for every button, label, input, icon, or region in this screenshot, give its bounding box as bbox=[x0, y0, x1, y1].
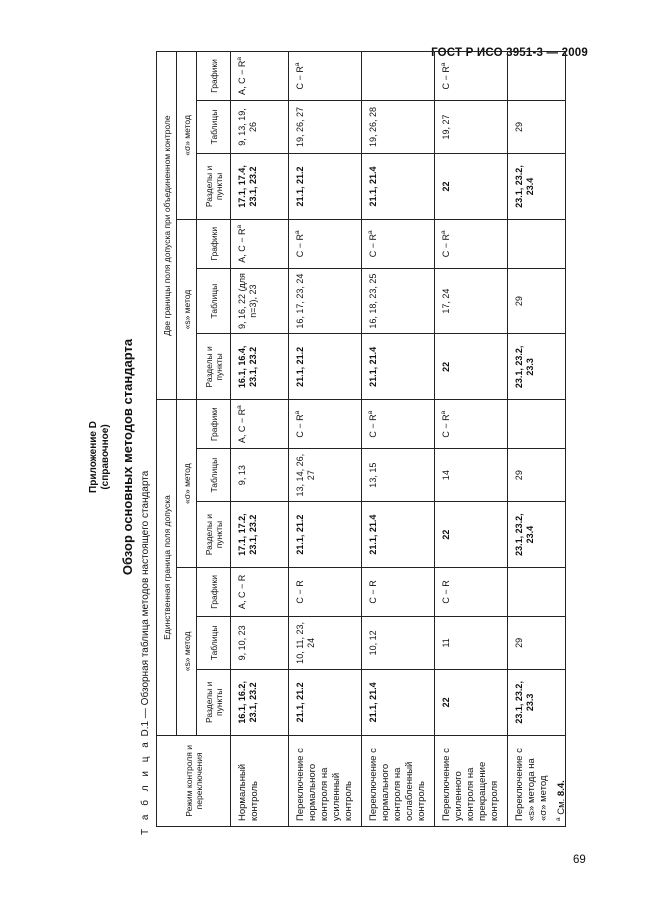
cell-sections: 23.1, 23.2, 23.4 bbox=[508, 502, 566, 568]
cell-tables: 10, 12 bbox=[362, 616, 435, 669]
cell-graphs bbox=[362, 219, 435, 268]
cell-sections: 23.1, 23.2, 23.3 bbox=[508, 334, 566, 400]
cell-graphs bbox=[508, 400, 566, 449]
header-tables: Таблицы bbox=[197, 449, 231, 502]
cell-sections: 21.1, 21.4 bbox=[362, 154, 435, 220]
footnote-marker: a bbox=[440, 230, 447, 234]
row-mode: Переключение с «s» метода на «σ» метод bbox=[508, 735, 566, 826]
cell-sections: 21.1, 21.2 bbox=[289, 502, 362, 568]
header-graphs: Графики bbox=[197, 219, 231, 268]
cell-tables: 17, 24 bbox=[435, 268, 508, 334]
header-graphs: Графики bbox=[197, 52, 231, 101]
cell-sections: 21.1, 21.2 bbox=[289, 334, 362, 400]
cell-graphs bbox=[231, 219, 289, 268]
cell-graphs-text: C − R bbox=[295, 414, 305, 438]
table-row-normal bbox=[231, 52, 289, 827]
cell-sections: 21.1, 21.2 bbox=[289, 669, 362, 735]
cell-graphs-text: C − R bbox=[295, 233, 305, 258]
cell-tables: 14 bbox=[435, 449, 508, 502]
table-row-tightened-to-discontinue bbox=[435, 52, 508, 827]
header-sections: Разделы и пункты bbox=[197, 502, 231, 568]
cell-graphs bbox=[435, 400, 508, 449]
row-mode: Нормальный контроль bbox=[231, 735, 289, 826]
cell-tables: 19, 26, 28 bbox=[362, 100, 435, 153]
cell-graphs bbox=[231, 52, 289, 101]
cell-tables: 13, 14, 26, 27 bbox=[289, 449, 362, 502]
cell-tables: 16, 17, 23, 24 bbox=[289, 268, 362, 334]
header-sections: Разделы и пункты bbox=[197, 334, 231, 400]
cell-graphs: C − R bbox=[362, 568, 435, 617]
table-row-normal-to-reduced bbox=[362, 52, 435, 827]
footnote-prefix: См. bbox=[556, 798, 567, 815]
cell-sections: 22 bbox=[435, 154, 508, 220]
cell-sections: 21.1, 21.4 bbox=[362, 669, 435, 735]
footnote-marker: a bbox=[440, 62, 447, 67]
cell-graphs bbox=[289, 219, 362, 268]
cell-graphs bbox=[231, 400, 289, 449]
cell-graphs bbox=[289, 52, 362, 101]
cell-sections: 17.1, 17.2, 23.1, 23.2 bbox=[231, 502, 289, 568]
cell-sections: 21.1, 21.4 bbox=[362, 334, 435, 400]
row-mode: Переключение с усиленного контроля на прекращение контроля bbox=[435, 735, 508, 826]
cell-graphs bbox=[508, 52, 566, 101]
cell-tables: 9, 13 bbox=[231, 449, 289, 502]
footnote-ref: 8.4. bbox=[556, 780, 567, 797]
header-graphs: Графики bbox=[197, 568, 231, 617]
footnote-marker: a bbox=[294, 230, 301, 234]
cell-tables: 29 bbox=[508, 268, 566, 334]
cell-tables: 11 bbox=[435, 616, 508, 669]
header-sigma-method: «σ» метод bbox=[177, 400, 197, 568]
cell-graphs-text: C − R bbox=[441, 66, 451, 90]
header-single-limit: Единственная граница поля допуска bbox=[157, 400, 177, 735]
page-number: 69 bbox=[573, 854, 586, 866]
cell-graphs bbox=[435, 219, 508, 268]
cell-tables: 16, 18, 23, 25 bbox=[362, 268, 435, 334]
header-graphs: Графики bbox=[197, 400, 231, 449]
cell-sections: 22 bbox=[435, 502, 508, 568]
row-mode: Переключение с нормального контроля на усиленный контроль bbox=[289, 735, 362, 826]
cell-graphs-text: A, C − R bbox=[237, 228, 247, 263]
cell-tables: 19, 26, 27 bbox=[289, 100, 362, 153]
caption-prefix: Т а б л и ц а bbox=[140, 739, 151, 835]
caption-text: D.1 — Обзорная таблица методов настоящего стандарта bbox=[140, 470, 151, 737]
footnote-marker: a bbox=[440, 410, 447, 415]
footnote-marker: a bbox=[236, 405, 243, 409]
cell-graphs-text: C − R bbox=[368, 414, 378, 438]
page-title: Обзор основных методов стандарта bbox=[120, 338, 135, 576]
standard-header: ГОСТ Р ИСО 3951-3 — 2009 bbox=[431, 47, 588, 59]
cell-tables: 9, 16, 22 (для n=3), 23 bbox=[231, 268, 289, 334]
header-mode: Режим контроля и переключения bbox=[157, 735, 231, 826]
cell-graphs: C − R bbox=[289, 568, 362, 617]
table-row-normal-to-tightened bbox=[289, 52, 362, 827]
header-sections: Разделы и пункты bbox=[197, 669, 231, 735]
header-s-method: «s» метод bbox=[177, 568, 197, 736]
cell-graphs bbox=[289, 400, 362, 449]
header-tables: Таблицы bbox=[197, 100, 231, 153]
header-double-limit: Две границы поля допуска при объединенном контроле bbox=[157, 52, 177, 400]
footnote-marker: a bbox=[367, 410, 374, 415]
appendix-heading bbox=[88, 47, 112, 867]
cell-graphs bbox=[362, 52, 435, 101]
footnote-marker: a bbox=[294, 410, 301, 415]
appendix-type: (справочное) bbox=[100, 424, 111, 490]
cell-graphs bbox=[435, 52, 508, 101]
cell-tables: 29 bbox=[508, 449, 566, 502]
cell-tables: 29 bbox=[508, 616, 566, 669]
cell-graphs bbox=[362, 400, 435, 449]
cell-graphs-text: C − R bbox=[441, 233, 451, 258]
table-row-s-to-sigma bbox=[508, 52, 566, 827]
cell-graphs: C − R bbox=[435, 568, 508, 617]
footnote-marker: a bbox=[236, 224, 243, 229]
cell-tables: 10, 11, 23, 24 bbox=[289, 616, 362, 669]
cell-graphs-text: A, C − R bbox=[237, 408, 247, 444]
rotated-page-content bbox=[88, 47, 628, 867]
cell-graphs-text: C − R bbox=[441, 414, 451, 438]
cell-sections: 22 bbox=[435, 669, 508, 735]
table-caption bbox=[140, 471, 151, 835]
header-s-method: «s» метод bbox=[177, 219, 197, 399]
header-sigma-method: «σ» метод bbox=[177, 52, 197, 220]
cell-tables: 29 bbox=[508, 100, 566, 153]
cell-sections: 21.1, 21.4 bbox=[362, 502, 435, 568]
footnote-marker: a bbox=[367, 230, 374, 234]
cell-tables: 13, 15 bbox=[362, 449, 435, 502]
methods-overview-table bbox=[156, 51, 566, 827]
header-tables: Таблицы bbox=[197, 616, 231, 669]
cell-sections: 17.1, 17.4, 23.1, 23.2 bbox=[231, 154, 289, 220]
cell-graphs-text: A, C − R bbox=[237, 60, 247, 95]
cell-tables: 19, 27 bbox=[435, 100, 508, 153]
cell-tables: 9, 10, 23 bbox=[231, 616, 289, 669]
cell-graphs: A, C − R bbox=[231, 568, 289, 617]
cell-graphs-text: C − R bbox=[368, 233, 378, 258]
cell-sections: 16.1, 16.2, 23.1, 23.2 bbox=[231, 669, 289, 735]
cell-sections: 21.1, 21.2 bbox=[289, 154, 362, 220]
header-sections: Разделы и пункты bbox=[197, 154, 231, 220]
cell-sections: 23.1, 23.2, 23.4 bbox=[508, 154, 566, 220]
footnote-marker: a bbox=[554, 817, 562, 821]
cell-graphs bbox=[508, 219, 566, 268]
cell-graphs-text: C − R bbox=[295, 66, 305, 90]
appendix-label: Приложение D bbox=[88, 421, 99, 493]
footnote-marker: a bbox=[294, 62, 301, 67]
header-tables: Таблицы bbox=[197, 268, 231, 334]
cell-sections: 23.1, 23.2, 23.3 bbox=[508, 669, 566, 735]
cell-graphs bbox=[508, 568, 566, 617]
cell-sections: 16.1, 16.4, 23.1, 23.2 bbox=[231, 334, 289, 400]
cell-sections: 22 bbox=[435, 334, 508, 400]
row-mode: Переключение с нормального контроля на ослабленный контроль bbox=[362, 735, 435, 826]
cell-tables: 9, 13, 19, 26 bbox=[231, 100, 289, 153]
footnote-marker: a bbox=[236, 57, 243, 61]
footnote bbox=[556, 780, 567, 821]
